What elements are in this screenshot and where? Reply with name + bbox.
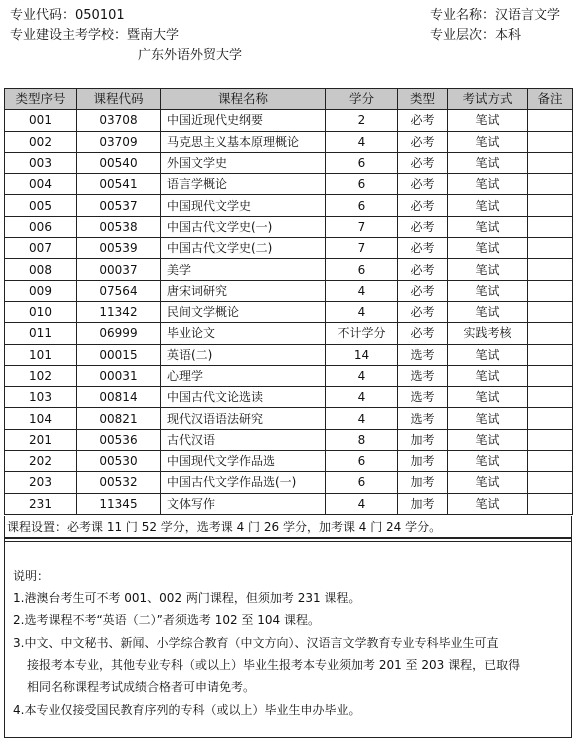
table-cell: 00540 — [77, 152, 161, 173]
table-cell — [528, 195, 573, 216]
school-2: 广东外语外贸大学 — [138, 48, 243, 63]
table-cell: 必考 — [398, 259, 448, 280]
table-cell: 加考 — [398, 451, 448, 472]
table-cell: 010 — [5, 301, 77, 322]
table-cell: 民间文学概论 — [161, 301, 326, 322]
table-cell: 毕业论文 — [161, 323, 326, 344]
notes-box — [4, 538, 572, 738]
table-cell: 中国古代文论选读 — [161, 387, 326, 408]
table-cell: 笔试 — [448, 344, 528, 365]
table-cell — [528, 429, 573, 450]
table-cell — [528, 301, 573, 322]
table-row — [5, 280, 573, 301]
table-cell: 00541 — [77, 174, 161, 195]
table-cell: 笔试 — [448, 493, 528, 514]
table-cell: 选考 — [398, 344, 448, 365]
table-cell: 实践考核 — [448, 323, 528, 344]
table-cell: 003 — [5, 152, 77, 173]
table-cell: 006 — [5, 216, 77, 237]
table-row — [5, 429, 573, 450]
table-cell: 00537 — [77, 195, 161, 216]
table-row — [5, 131, 573, 152]
table-cell: 必考 — [398, 131, 448, 152]
col-header: 备注 — [528, 89, 573, 110]
table-cell: 231 — [5, 493, 77, 514]
table-cell: 文体写作 — [161, 493, 326, 514]
table-cell: 唐宋词研究 — [161, 280, 326, 301]
table-cell: 中国古代文学史(二) — [161, 238, 326, 259]
table-cell — [528, 110, 573, 131]
table-cell: 必考 — [398, 301, 448, 322]
table-cell: 笔试 — [448, 365, 528, 386]
table-cell: 加考 — [398, 493, 448, 514]
table-cell: 7 — [326, 216, 398, 237]
table-cell: 004 — [5, 174, 77, 195]
table-cell: 笔试 — [448, 259, 528, 280]
table-row — [5, 152, 573, 173]
table-cell: 笔试 — [448, 216, 528, 237]
table-cell: 203 — [5, 472, 77, 493]
table-cell: 语言学概论 — [161, 174, 326, 195]
table-cell: 7 — [326, 238, 398, 259]
table-cell: 8 — [326, 429, 398, 450]
table-cell: 笔试 — [448, 301, 528, 322]
table-cell: 4 — [326, 131, 398, 152]
table-cell: 必考 — [398, 238, 448, 259]
table-cell: 002 — [5, 131, 77, 152]
table-cell: 11345 — [77, 493, 161, 514]
table-cell: 必考 — [398, 195, 448, 216]
table-row — [5, 387, 573, 408]
table-cell: 必考 — [398, 216, 448, 237]
table-cell: 101 — [5, 344, 77, 365]
table-cell — [528, 451, 573, 472]
table-cell: 00814 — [77, 387, 161, 408]
table-cell: 现代汉语语法研究 — [161, 408, 326, 429]
table-cell: 笔试 — [448, 387, 528, 408]
table-cell: 美学 — [161, 259, 326, 280]
table-cell: 英语(二) — [161, 344, 326, 365]
school-label: 专业建设主考学校：暨南大学 — [10, 28, 180, 43]
table-cell — [528, 280, 573, 301]
table-cell: 必考 — [398, 323, 448, 344]
table-cell: 笔试 — [448, 451, 528, 472]
table-cell: 不计学分 — [326, 323, 398, 344]
table-cell: 202 — [5, 451, 77, 472]
table-cell — [528, 259, 573, 280]
table-row — [5, 301, 573, 322]
note-line: 2.选考课程不考“英语（二）”者须选考 102 至 104 课程。 — [13, 613, 320, 627]
col-header: 考试方式 — [448, 89, 528, 110]
col-header: 课程名称 — [161, 89, 326, 110]
course-table — [4, 88, 573, 515]
table-row — [5, 344, 573, 365]
table-row — [5, 110, 573, 131]
table-cell: 中国古代文学史(一) — [161, 216, 326, 237]
note-line: 4.本专业仅接受国民教育序列的专科（或以上）毕业生申办毕业。 — [13, 703, 361, 717]
table-cell: 00532 — [77, 472, 161, 493]
table-row — [5, 472, 573, 493]
table-cell: 00538 — [77, 216, 161, 237]
table-cell: 笔试 — [448, 280, 528, 301]
table-cell: 00031 — [77, 365, 161, 386]
table-cell: 14 — [326, 344, 398, 365]
table-cell — [528, 472, 573, 493]
table-header-row — [5, 89, 573, 110]
col-header: 课程代码 — [77, 89, 161, 110]
table-cell — [528, 387, 573, 408]
table-row — [5, 365, 573, 386]
table-cell: 4 — [326, 387, 398, 408]
table-row — [5, 493, 573, 514]
table-cell: 03708 — [77, 110, 161, 131]
course-summary: 课程设置：必考课 11 门 52 学分，选考课 4 门 26 学分，加考课 4 门 24 学分。 — [4, 516, 572, 538]
table-row — [5, 195, 573, 216]
notes-title: 说明： — [13, 569, 50, 583]
table-cell: 07564 — [77, 280, 161, 301]
table-row — [5, 408, 573, 429]
table-cell — [528, 493, 573, 514]
table-cell: 必考 — [398, 110, 448, 131]
table-cell: 103 — [5, 387, 77, 408]
table-row — [5, 451, 573, 472]
table-cell: 笔试 — [448, 152, 528, 173]
table-cell: 008 — [5, 259, 77, 280]
table-cell: 6 — [326, 451, 398, 472]
table-cell: 中国近现代史纲要 — [161, 110, 326, 131]
table-cell — [528, 216, 573, 237]
table-cell: 6 — [326, 472, 398, 493]
table-cell — [528, 238, 573, 259]
table-cell: 6 — [326, 174, 398, 195]
table-cell: 03709 — [77, 131, 161, 152]
table-cell: 加考 — [398, 472, 448, 493]
table-cell — [528, 323, 573, 344]
table-cell: 005 — [5, 195, 77, 216]
table-cell — [528, 152, 573, 173]
table-cell: 011 — [5, 323, 77, 344]
major-code: 专业代码：050101 — [10, 8, 125, 23]
table-cell: 00530 — [77, 451, 161, 472]
table-cell: 笔试 — [448, 429, 528, 450]
table-cell: 4 — [326, 365, 398, 386]
table-cell — [528, 344, 573, 365]
table-cell: 加考 — [398, 429, 448, 450]
table-row — [5, 323, 573, 344]
table-cell: 00015 — [77, 344, 161, 365]
table-cell: 外国文学史 — [161, 152, 326, 173]
table-cell: 102 — [5, 365, 77, 386]
table-cell: 4 — [326, 408, 398, 429]
note-line: 1.港澳台考生可不考 001、002 两门课程，但须加考 231 课程。 — [13, 591, 361, 605]
table-cell: 00821 — [77, 408, 161, 429]
col-header: 类型序号 — [5, 89, 77, 110]
table-cell: 选考 — [398, 387, 448, 408]
divider — [5, 541, 571, 542]
table-cell: 马克思主义基本原理概论 — [161, 131, 326, 152]
table-cell: 6 — [326, 195, 398, 216]
table-cell: 4 — [326, 301, 398, 322]
table-cell: 古代汉语 — [161, 429, 326, 450]
table-cell: 笔试 — [448, 174, 528, 195]
table-cell: 笔试 — [448, 131, 528, 152]
table-cell — [528, 365, 573, 386]
table-cell: 笔试 — [448, 195, 528, 216]
table-cell: 06999 — [77, 323, 161, 344]
note-line: 接报考本专业，其他专业专科（或以上）毕业生报考本专业须加考 201 至 203 课程，已取得 — [27, 658, 521, 672]
table-cell: 中国古代文学作品选(一) — [161, 472, 326, 493]
level-label: 专业层次：本科 — [430, 28, 522, 43]
table-cell: 4 — [326, 493, 398, 514]
table-row — [5, 238, 573, 259]
table-cell: 00536 — [77, 429, 161, 450]
table-cell: 4 — [326, 280, 398, 301]
table-cell — [528, 131, 573, 152]
table-cell: 2 — [326, 110, 398, 131]
table-cell: 笔试 — [448, 408, 528, 429]
table-cell: 104 — [5, 408, 77, 429]
table-row — [5, 259, 573, 280]
note-line: 相同名称课程考试成绩合格者可申请免考。 — [27, 680, 256, 694]
table-cell: 心理学 — [161, 365, 326, 386]
table-cell: 001 — [5, 110, 77, 131]
table-cell: 选考 — [398, 365, 448, 386]
table-cell: 201 — [5, 429, 77, 450]
col-header: 学分 — [326, 89, 398, 110]
table-row — [5, 174, 573, 195]
table-cell: 必考 — [398, 280, 448, 301]
note-line: 3.中文、中文秘书、新闻、小学综合教育（中文方向）、汉语言文学教育专业专科毕业生可直 — [13, 636, 499, 650]
table-cell: 6 — [326, 152, 398, 173]
table-cell: 中国现代文学作品选 — [161, 451, 326, 472]
table-row — [5, 216, 573, 237]
table-cell: 00539 — [77, 238, 161, 259]
col-header: 类型 — [398, 89, 448, 110]
table-cell — [528, 174, 573, 195]
table-cell: 必考 — [398, 152, 448, 173]
major-name: 专业名称：汉语言文学 — [430, 8, 561, 23]
table-cell: 00037 — [77, 259, 161, 280]
table-cell: 009 — [5, 280, 77, 301]
table-cell: 6 — [326, 259, 398, 280]
table-cell: 笔试 — [448, 238, 528, 259]
table-cell: 必考 — [398, 174, 448, 195]
table-cell: 笔试 — [448, 110, 528, 131]
table-cell: 笔试 — [448, 472, 528, 493]
table-cell — [528, 408, 573, 429]
table-cell: 007 — [5, 238, 77, 259]
table-cell: 选考 — [398, 408, 448, 429]
table-cell: 中国现代文学史 — [161, 195, 326, 216]
table-cell: 11342 — [77, 301, 161, 322]
